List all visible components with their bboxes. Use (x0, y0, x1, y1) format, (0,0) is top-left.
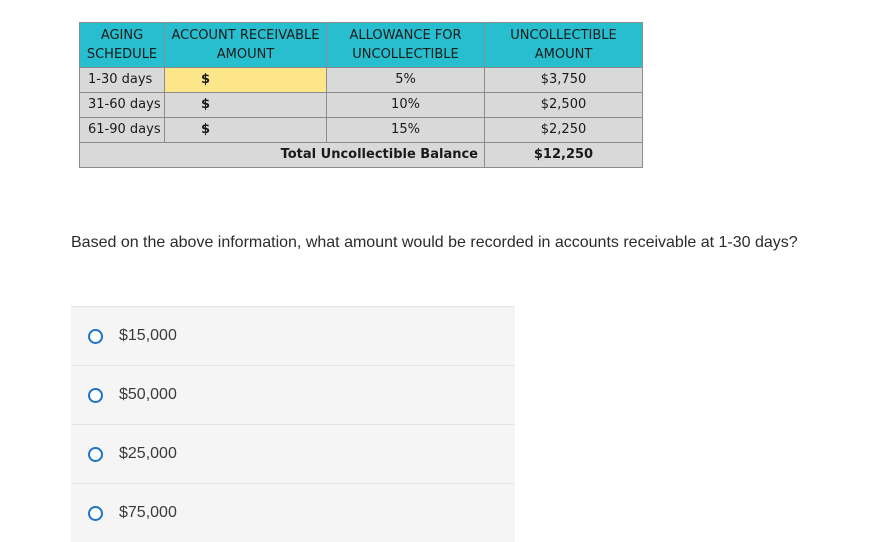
allowance-percent-cell: 15% (327, 118, 485, 143)
total-row (80, 143, 643, 168)
radio-unselected-icon[interactable] (88, 447, 103, 462)
uncollectible-amount-cell: $3,750 (485, 68, 643, 93)
table-row (80, 93, 643, 118)
receivable-amount-cell: $ (165, 93, 327, 118)
allowance-percent-cell: 5% (327, 68, 485, 93)
answer-options (71, 306, 515, 542)
header-line: UNCOLLECTIBLE (352, 47, 459, 62)
aging-days-cell: 61-90 days (80, 118, 165, 143)
header-allowance-for-uncollectible (327, 23, 485, 68)
aging-schedule-table (79, 22, 643, 168)
table-header-row (80, 23, 643, 68)
header-line: SCHEDULE (86, 47, 158, 62)
answer-option-25000[interactable] (71, 424, 515, 483)
receivable-amount-cell: $ (165, 118, 327, 143)
header-line: AMOUNT (534, 47, 593, 62)
header-line: AGING (100, 28, 144, 43)
total-uncollectible-value: $12,250 (485, 143, 643, 168)
aging-days-cell: 1-30 days (80, 68, 165, 93)
answer-option-50000[interactable] (71, 365, 515, 424)
option-label: $25,000 (119, 445, 177, 462)
option-label: $75,000 (119, 504, 177, 521)
uncollectible-amount-cell: $2,500 (485, 93, 643, 118)
header-account-receivable-amount (165, 23, 327, 68)
answer-option-75000[interactable] (71, 483, 515, 542)
answer-option-15000[interactable] (71, 306, 515, 365)
header-line: ACCOUNT RECEIVABLE (171, 28, 320, 43)
allowance-percent-cell: 10% (327, 93, 485, 118)
uncollectible-amount-cell: $2,250 (485, 118, 643, 143)
radio-unselected-icon[interactable] (88, 329, 103, 344)
radio-unselected-icon[interactable] (88, 388, 103, 403)
total-uncollectible-label: Total Uncollectible Balance (80, 143, 485, 168)
table-row (80, 118, 643, 143)
header-uncollectible-amount (485, 23, 643, 68)
table-row (80, 68, 643, 93)
header-aging-schedule (80, 23, 165, 68)
header-line: AMOUNT (216, 47, 275, 62)
header-line: ALLOWANCE FOR (349, 28, 462, 43)
receivable-amount-cell-highlighted: $ (165, 68, 327, 93)
aging-days-cell: 31-60 days (80, 93, 165, 118)
question-text: Based on the above information, what amount would be recorded in accounts receivable at 1-30 days? (71, 234, 798, 251)
header-line: UNCOLLECTIBLE (510, 28, 617, 43)
option-label: $15,000 (119, 327, 177, 344)
radio-unselected-icon[interactable] (88, 506, 103, 521)
option-label: $50,000 (119, 386, 177, 403)
